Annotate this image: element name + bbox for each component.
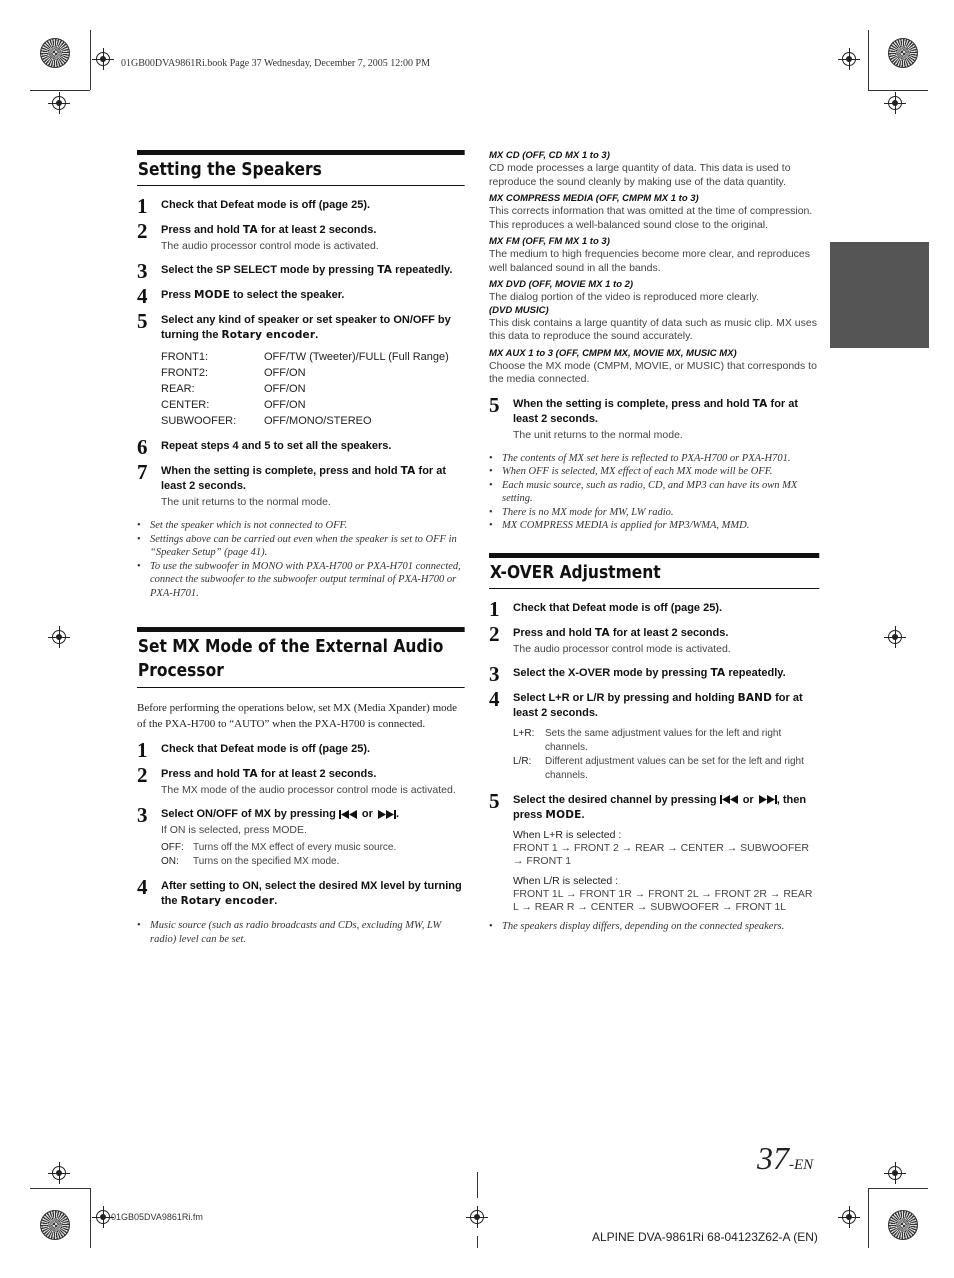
step-number: 2 (137, 763, 148, 787)
page-number: 37-EN (757, 1140, 814, 1176)
step-number: 4 (137, 875, 148, 899)
step-text: When the setting is complete, press and hold TA for at least 2 seconds. (513, 397, 799, 425)
option-row: FRONT2: OFF/ON (161, 367, 306, 379)
key-name: MODE (194, 289, 231, 301)
step-item (137, 738, 465, 762)
mx-mode-description: The dialog portion of the video is reproduced more clearly. (489, 291, 760, 303)
step-text: Press and hold TA for at least 2 seconds. (161, 224, 377, 236)
note-item: • The speakers display differs, depending on the connected speakers. (489, 920, 819, 934)
key-name: TA (242, 224, 258, 236)
crop-mark (90, 30, 91, 90)
left-column (137, 150, 465, 946)
option-row: ON: Turns on the specified MX mode. (161, 856, 340, 867)
xover-lr-list (513, 727, 819, 783)
mx-mode-description: CD mode processes a large quantity of data. This data is used to reproduce the sound cleanly by making use of the data quantity. (489, 162, 791, 188)
step-result: The audio processor control mode is activated. (161, 240, 379, 252)
step-result: The audio processor control mode is activated. (513, 642, 731, 655)
key-name: TA (242, 768, 258, 780)
crop-mark (868, 1188, 928, 1189)
key-name: TA (594, 626, 610, 639)
mx-mode-heading: MX DVD (OFF, MOVIE MX 1 to 2) (489, 279, 634, 290)
step-number: 5 (137, 309, 148, 333)
mx-mode-heading: MX AUX 1 to 3 (OFF, CMPM MX, MOVIE MX, MUSIC MX) (489, 347, 737, 359)
step-item (137, 875, 465, 909)
step-text: Select ON/OFF of MX by pressing or . (161, 808, 400, 820)
option-row: SUBWOOFER: OFF/MONO/STEREO (161, 415, 372, 427)
speakers-steps (137, 194, 465, 343)
step-text: Select the X-OVER mode by pressing TA repeatedly. (513, 666, 786, 679)
step-text: Select the desired channel by pressing or , then press MODE. (513, 793, 807, 821)
option-row: FRONT1: OFF/TW (Tweeter)/FULL (Full Range) (161, 351, 449, 363)
step-number: 2 (137, 219, 148, 243)
key-name: TA (752, 397, 768, 410)
option-row: L/R: Different adjustment values can be set for the left and right channels. (513, 755, 804, 781)
registration-mark-icon (48, 626, 70, 648)
key-name: TA (710, 666, 726, 679)
mx-intro: Before performing the operations below, set MX (Media Xpander) mode of the PXA-H700 to “AUTO” when the PXA-H700 is connected. (137, 702, 458, 730)
option-row: CENTER: OFF/ON (161, 399, 306, 411)
registration-mark-icon (884, 92, 906, 114)
section-title-speakers: Setting the Speakers (137, 150, 465, 186)
print-info: 01GB00DVA9861Ri.book Page 37 Wednesday, December 7, 2005 12:00 PM (121, 58, 430, 69)
step-number: 2 (489, 621, 500, 646)
footer-model: ALPINE DVA-9861Ri 68-04123Z62-A (EN) (592, 1230, 818, 1244)
sequence-text: FRONT 1L → FRONT 1R → FRONT 2L → FRONT 2R → REAR L → REAR R → CENTER → SUBWOOFER → FRONT 1L (513, 887, 813, 913)
step-number: 1 (137, 194, 148, 218)
mx-mode-heading: (DVD MUSIC) (489, 304, 549, 316)
speakers-notes (137, 519, 465, 600)
registration-mark-icon (48, 92, 70, 114)
section-tab (830, 242, 929, 348)
step-item (137, 194, 465, 218)
step-text: Check that Defeat mode is off (page 25). (513, 601, 723, 614)
option-row: REAR: OFF/ON (161, 383, 306, 395)
mx-notes-2 (489, 452, 819, 533)
step-number: 1 (137, 738, 148, 762)
step-number: 3 (137, 803, 148, 827)
step-number: 1 (489, 596, 500, 621)
skip-forward-icon (757, 795, 777, 804)
crop-mark (30, 90, 90, 91)
xover-steps (489, 596, 819, 914)
option-row: OFF: Turns off the MX effect of every music source. (161, 842, 397, 853)
key-name: TA (377, 264, 393, 276)
speakers-steps-cont (137, 435, 465, 509)
step-item (137, 284, 465, 308)
option-row: L+R: Sets the same adjustment values for the left and right channels. (513, 727, 782, 753)
note-item: • Music source (such as radio broadcasts and CDs, excluding MW, LW radio) level can be set. (137, 919, 465, 946)
mx-notes (137, 919, 465, 946)
step-result: The MX mode of the audio processor control mode is activated. (161, 784, 456, 796)
mx-mode-heading: MX CD (OFF, CD MX 1 to 3) (489, 150, 610, 161)
color-registration-icon (888, 38, 918, 68)
note-item: • When OFF is selected, MX effect of each MX mode will be OFF. (489, 465, 819, 479)
mx-mode-heading: MX FM (OFF, FM MX 1 to 3) (489, 236, 610, 247)
step-text: Select L+R or L/R by pressing and holding BAND for at least 2 seconds. (513, 691, 803, 719)
mx-mode-description: The medium to high frequencies become more clear, and reproduces well balanced sound in all the bands. (489, 248, 811, 274)
note-item: • Set the speaker which is not connected to OFF. (137, 519, 465, 533)
note-item: • The contents of MX set here is reflected to PXA-H700 or PXA-H701. (489, 452, 819, 466)
step-text: Press and hold TA for at least 2 seconds. (161, 768, 377, 780)
note-item: • To use the subwoofer in MONO with PXA-H700 or PXA-H701 connected, connect the subwoofer to the subwoofer output terminal of PXA-H700 or PXA-H701. (137, 560, 465, 601)
section-title-xover: X-OVER Adjustment (489, 553, 819, 589)
skip-back-icon (720, 795, 740, 804)
step-result: The unit returns to the normal mode. (513, 428, 683, 441)
step-item (137, 259, 465, 283)
note-item: • Settings above can be carried out even when the speaker is set to OFF in “Speaker Setup” (page 41). (137, 533, 465, 560)
xover-notes (489, 920, 819, 934)
step-item (489, 621, 819, 656)
color-registration-icon (888, 1210, 918, 1240)
skip-forward-icon (376, 810, 396, 819)
registration-mark-icon (92, 48, 114, 70)
step-item (137, 803, 465, 837)
step-text: Check that Defeat mode is off (page 25). (161, 743, 371, 755)
crop-mark (30, 1188, 90, 1189)
registration-mark-icon (48, 1162, 70, 1184)
step-result: If ON is selected, press MODE. (161, 824, 307, 836)
sequence-label: When L/R is selected : (513, 874, 619, 887)
step-item (137, 763, 465, 797)
registration-mark-icon (466, 1206, 488, 1228)
registration-mark-icon (884, 626, 906, 648)
speaker-options-table (161, 349, 465, 429)
color-registration-icon (40, 1210, 70, 1240)
mx-mode-heading: MX COMPRESS MEDIA (OFF, CMPM MX 1 to 3) (489, 193, 699, 204)
step-text: When the setting is complete, press and hold TA for at least 2 seconds. (161, 465, 447, 492)
registration-mark-icon (838, 1206, 860, 1228)
step-item (137, 460, 465, 509)
step-number: 3 (489, 661, 500, 686)
crop-mark (477, 1236, 478, 1248)
step-item (137, 219, 465, 253)
mx-modes (489, 150, 819, 387)
mx-steps (137, 738, 465, 909)
step-number: 7 (137, 460, 148, 484)
step-text: Check that Defeat mode is off (page 25). (161, 199, 371, 211)
mx-mode-description: Choose the MX mode (CMPM, MOVIE, or MUSIC) that corresponds to the media connected. (489, 359, 817, 385)
step-number: 5 (489, 788, 500, 813)
registration-mark-icon (884, 1162, 906, 1184)
section-title-mx: Set MX Mode of the External Audio Processor (137, 627, 465, 688)
note-item: • Each music source, such as radio, CD, and MP3 can have its own MX setting. (489, 479, 819, 506)
step-text: After setting to ON, select the desired MX level by turning the Rotary encoder. (161, 880, 462, 907)
step-number: 5 (489, 392, 500, 417)
step-item (489, 788, 819, 823)
key-name: MODE (545, 808, 582, 821)
crop-mark (868, 1188, 869, 1248)
crop-mark (477, 1172, 478, 1198)
skip-back-icon (339, 810, 359, 819)
note-item: • There is no MX mode for MW, LW radio. (489, 506, 819, 520)
step-item (137, 435, 465, 459)
step-number: 6 (137, 435, 148, 459)
step-result: The unit returns to the normal mode. (161, 496, 331, 508)
right-column (489, 146, 819, 933)
step-item (489, 392, 819, 442)
xover-channel-sequence (513, 829, 819, 914)
mx-step-5 (489, 392, 819, 442)
key-name: TA (400, 465, 416, 477)
mx-onoff-list (161, 841, 465, 869)
color-registration-icon (40, 38, 70, 68)
crop-mark (90, 1188, 91, 1248)
crop-mark (868, 90, 928, 91)
registration-mark-icon (838, 48, 860, 70)
step-number: 4 (137, 284, 148, 308)
mx-mode-description: This corrects information that was omitted at the time of compression. This reproduces a well-balanced sound close to the original. (489, 205, 813, 231)
step-item (489, 596, 819, 621)
step-text: Select any kind of speaker or set speaker to ON/OFF by turning the Rotary encoder. (161, 314, 451, 341)
mx-mode-description: This disk contains a large quantity of data such as music clip. MX uses this data to reproduce the sound accurately. (489, 316, 817, 342)
step-text: Press and hold TA for at least 2 seconds. (513, 626, 729, 639)
step-item (489, 686, 819, 721)
key-name: Rotary encoder (221, 329, 316, 341)
key-name: BAND (737, 691, 773, 704)
crop-mark (868, 30, 869, 90)
sequence-text: FRONT 1 → FRONT 2 → REAR → CENTER → SUBWOOFER → FRONT 1 (513, 841, 809, 867)
sequence-label: When L+R is selected : (513, 828, 622, 841)
key-name: Rotary encoder (180, 895, 275, 907)
step-item (489, 661, 819, 686)
note-item: • MX COMPRESS MEDIA is applied for MP3/WMA, MMD. (489, 519, 819, 533)
step-text: Select the SP SELECT mode by pressing TA repeatedly. (161, 264, 453, 276)
step-number: 3 (137, 259, 148, 283)
step-text: Repeat steps 4 and 5 to set all the speakers. (161, 440, 392, 452)
step-item (137, 309, 465, 343)
step-number: 4 (489, 686, 500, 711)
step-text: Press MODE to select the speaker. (161, 289, 345, 301)
footer-file: 01GB05DVA9861Ri.fm (111, 1212, 203, 1222)
